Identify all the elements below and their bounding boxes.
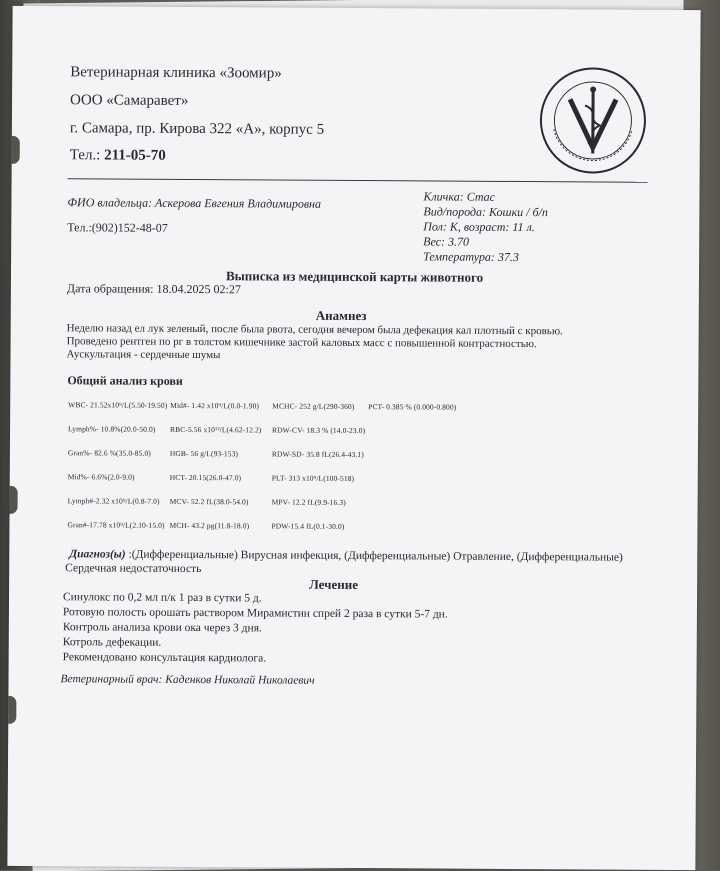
- caduceus-drawing: [540, 67, 647, 174]
- blood-value: PCT- 0.385 % (0.000-0.800): [368, 403, 456, 411]
- pet-nickname: Кличка: Стас: [423, 190, 495, 202]
- clinic-phone-label: Тел.:: [70, 147, 101, 163]
- pet-temperature: Температура: 37.3: [423, 250, 519, 263]
- blood-value: PLT- 313 х10⁹/L(100-518): [272, 474, 354, 482]
- treatment-title: Лечение: [309, 578, 358, 591]
- diagnosis-line2: Сердечная недостаточность: [65, 563, 201, 575]
- pet-weight: Вес: 3.70: [423, 235, 469, 247]
- blood-value: RDW-SD- 35.8 fL(26.4-43.1): [272, 450, 364, 458]
- blood-value: Gran#-17.78 х10⁹/L(2.10-15.0): [67, 521, 164, 529]
- blood-value: Gran%- 82.6 %(35.0-85.0): [68, 449, 151, 457]
- doc-title: Выписка из медицинской карты животного: [226, 269, 483, 284]
- doctor-signature: Ветеринарный врач: Каденков Николай Николаевич: [60, 674, 314, 687]
- clinic-phone: 211-05-70: [104, 147, 166, 163]
- blood-value: WBC- 21.52х10⁹/L(5.50-19.50): [68, 401, 167, 409]
- clinic-phone-line: [70, 148, 166, 164]
- binder-hole: [7, 696, 16, 724]
- blood-value: MCHC- 252 g/L(290-360): [272, 402, 354, 410]
- clinic-address: г. Самара, пр. Кирова 322 «А», корпус 5: [70, 121, 324, 138]
- treatment-line: Рекомендовано консультация кардиолога.: [63, 652, 267, 665]
- blood-value: MPV- 12.2 fL(9.9-16.3): [272, 498, 346, 506]
- caduceus-icon: [540, 67, 647, 174]
- diagnosis-label: Диагноз(ы): [69, 548, 125, 560]
- anamnesis-line: Аускультация - сердечные шумы: [66, 349, 220, 361]
- document-page: [7, 6, 700, 870]
- blood-value: RBC-5.56 х10¹²/L(4.62-12.2): [170, 426, 261, 434]
- anamnesis-line: Проведено рентген по рг в толстом кишечнике застой каловых масс с повышенной контрастностью.: [67, 336, 537, 350]
- diagnosis-text: :(Дифференциальные) Вирусная инфекция, (Дифференциальные) Отравление, (Дифференциальные): [128, 549, 622, 564]
- blood-value: PDW-15.4 fL(0.1-30.0): [271, 522, 344, 530]
- blood-value: HGB- 56 g/L(93-153): [170, 450, 238, 458]
- anamnesis-line: Неделю назад ел лук зеленый, после была рвота, сегодня вечером была дефекация кал плотный с кровью.: [67, 323, 563, 337]
- treatment-line: Контроль анализа крови ока через 3 дня.: [63, 622, 262, 635]
- blood-value: HCT- 20.15(26.0-47.0): [170, 474, 241, 482]
- treatment-line: Котроль дефекации.: [63, 637, 162, 649]
- owner-name: ФИО владельца: Аскерова Евгения Владимировна: [67, 196, 321, 210]
- clinic-company: ООО «Самаравет»: [70, 93, 188, 109]
- blood-value: Lymph#-2.32 х10⁹/L(0.8-7.0): [68, 497, 160, 505]
- blood-value: MCH- 43.2 pg(11.8-18.0): [169, 522, 249, 530]
- header-divider: [68, 178, 648, 183]
- blood-test-title: Общий анализ крови: [67, 374, 183, 387]
- anamnesis-title: Анамнез: [316, 309, 367, 322]
- blood-value: MCV- 52.2 fL(38.0-54.0): [170, 498, 249, 506]
- treatment-line: Синулокс по 0,2 мл п/к 1 раз в сутки 5 д.: [63, 592, 262, 605]
- blood-value: Lymph%- 10.8%(20.0-50.0): [68, 425, 155, 433]
- owner-phone: Тел.:(902)152-48-07: [67, 221, 168, 234]
- pet-species: Вид/порода: Кошки / б/п: [423, 205, 548, 218]
- blood-value: RDW-CV- 18.3 % (14.0-23.0): [272, 426, 365, 434]
- blood-value: Mid%- 6.6%(2.0-9.0): [68, 473, 135, 481]
- visit-date: Дата обращения: 18.04.2025 02:27: [67, 282, 241, 295]
- clinic-name: Ветеринарная клиника «Зоомир»: [70, 65, 282, 81]
- treatment-line: Ротовую полость орошать раствором Мирамистин спрей 2 раза в сутки 5-7 дн.: [63, 607, 448, 621]
- binder-hole: [7, 486, 17, 514]
- pet-sex-age: Пол: К, возраст: 11 л.: [423, 220, 535, 233]
- blood-value: Mid#- 1.42 х10⁹/L(0.0-1.90): [170, 402, 259, 410]
